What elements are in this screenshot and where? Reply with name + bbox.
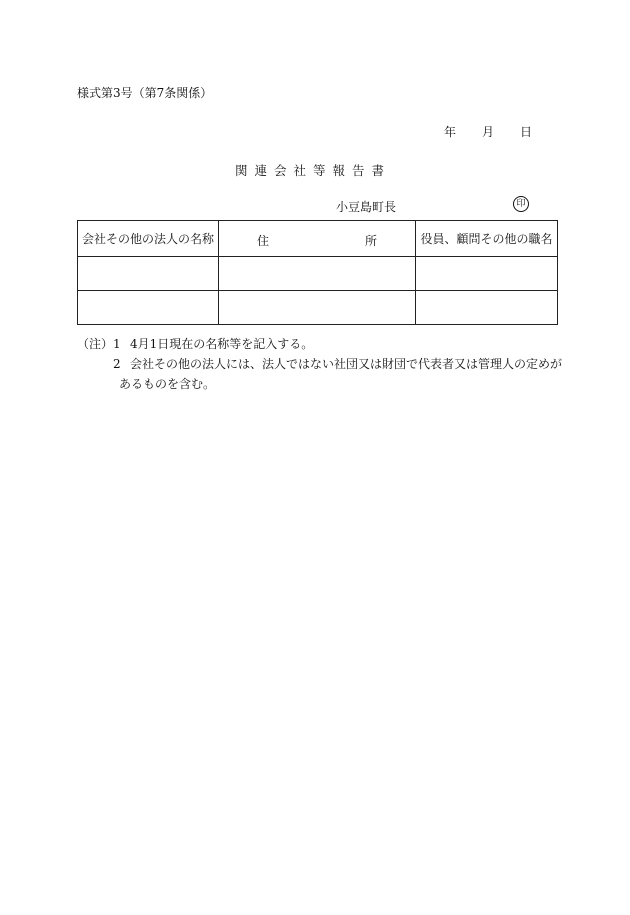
position-cell[interactable] — [416, 257, 558, 291]
document-title: 関連会社等報告書 — [235, 163, 392, 178]
addressee: 小豆島町長 — [336, 200, 397, 214]
form-number: 様式第3号（第7条関係） — [77, 86, 213, 100]
seal-mark: 印 — [513, 196, 529, 212]
header-address-part2: 所 — [365, 234, 378, 248]
table-row — [78, 291, 558, 325]
date-line — [444, 123, 532, 140]
date-year-label: 年 — [444, 125, 457, 139]
note-item — [77, 334, 562, 354]
header-company-name: 会社その他の法人の名称 — [78, 221, 219, 257]
related-company-table — [77, 220, 558, 325]
address-cell[interactable] — [219, 257, 416, 291]
note-number: 2 — [113, 357, 121, 371]
note-text: 4月1日現在の名称等を記入する。 — [130, 337, 314, 351]
header-address-part1: 住 — [257, 234, 270, 248]
notes-label: （注） — [77, 337, 114, 351]
note-text: 会社その他の法人には、法人ではない社団又は財団で代表者又は管理人の定めが — [130, 357, 563, 371]
address-cell[interactable] — [219, 291, 416, 325]
notes-section — [77, 334, 562, 394]
date-day-label: 日 — [520, 125, 533, 139]
company-name-cell[interactable] — [78, 291, 219, 325]
note-number: 1 — [113, 337, 121, 351]
header-position: 役員、顧問その他の職名 — [416, 221, 558, 257]
company-name-cell[interactable] — [78, 257, 219, 291]
header-address — [219, 221, 416, 257]
note-item — [77, 354, 562, 374]
table-row — [78, 257, 558, 291]
date-month-label: 月 — [482, 125, 495, 139]
position-cell[interactable] — [416, 291, 558, 325]
table-header-row — [78, 221, 558, 257]
note-continuation: あるものを含む。 — [119, 377, 216, 391]
